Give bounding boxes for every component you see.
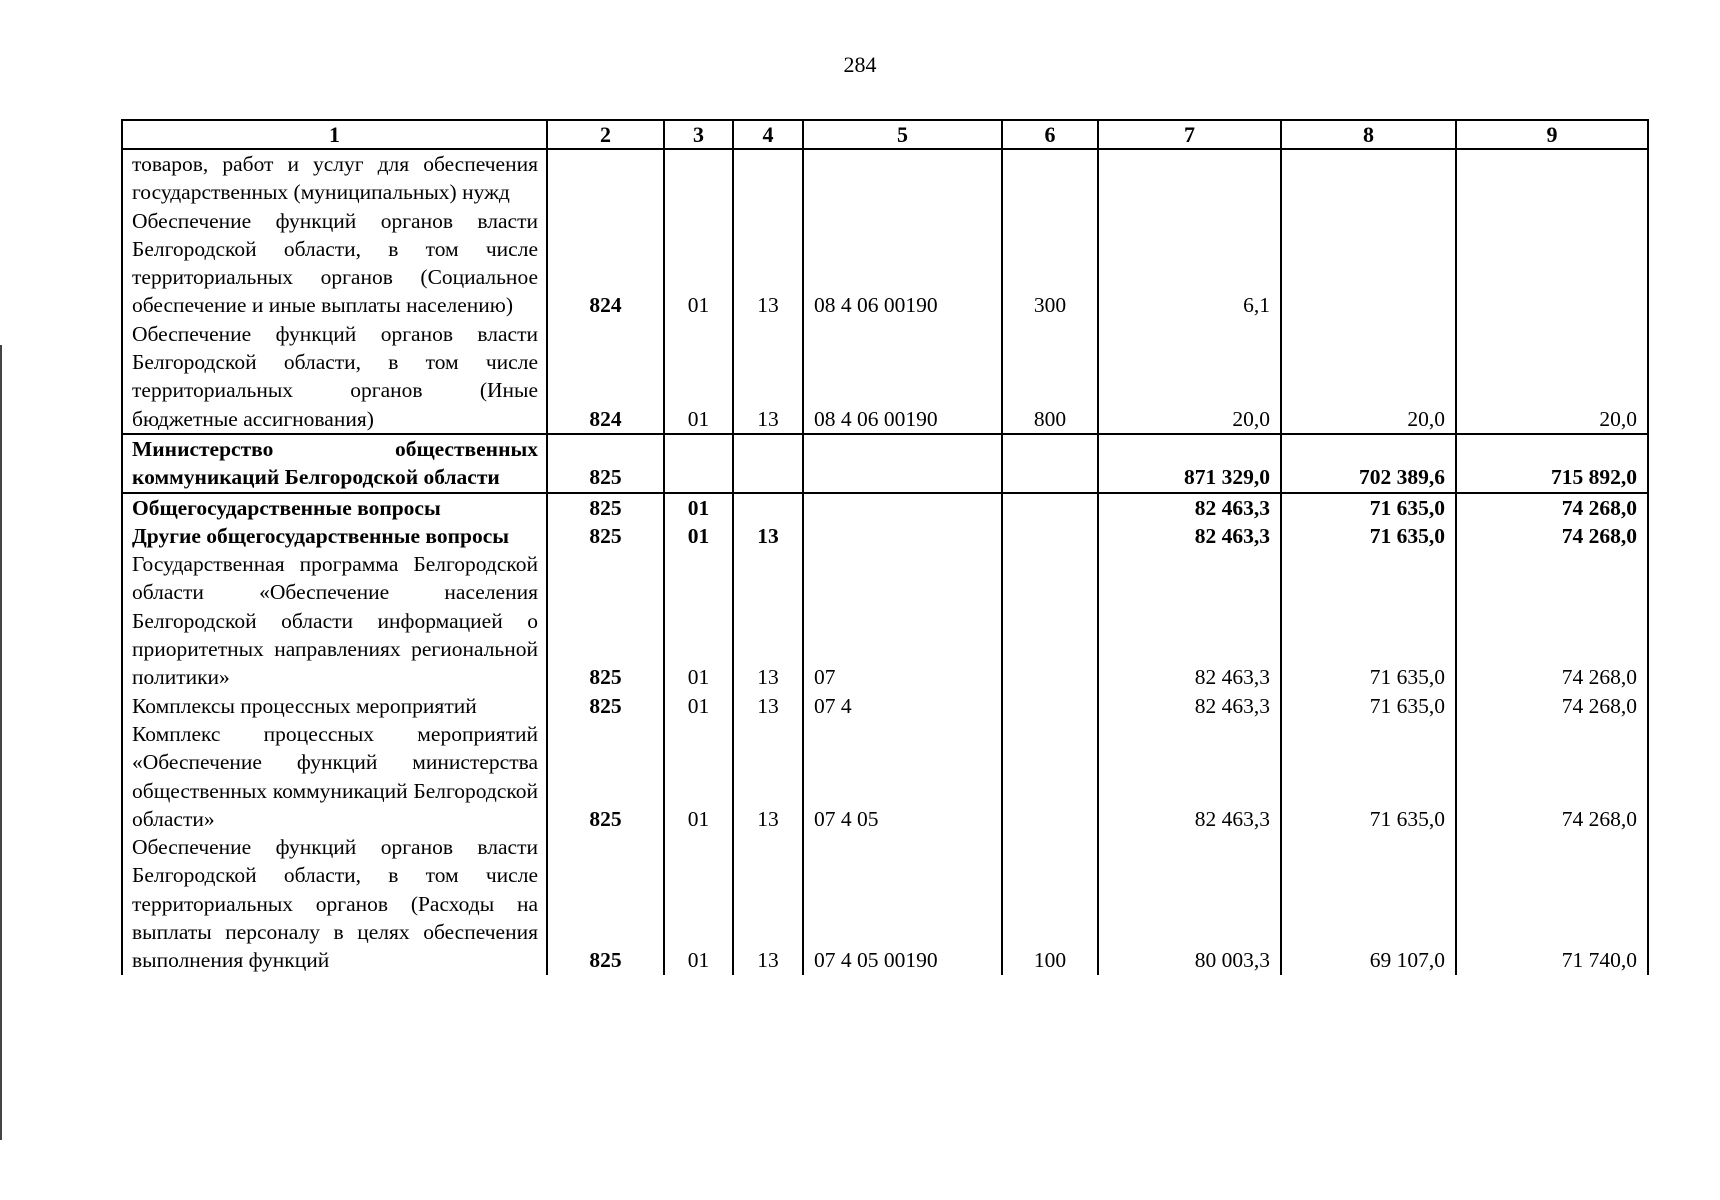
target-article-code: 07 4 05: [803, 720, 1002, 833]
amount-col-7: 80 003,3: [1098, 833, 1281, 974]
ministry-code: [547, 149, 664, 207]
subsection-code: [733, 149, 803, 207]
target-article-code: 07: [803, 550, 1002, 691]
amount-col-8: 71 635,0: [1281, 522, 1456, 550]
expense-type-code: [1002, 149, 1098, 207]
table-row: [122, 207, 1648, 320]
expense-type-code: [1002, 720, 1098, 833]
ministry-code: 824: [547, 207, 664, 320]
row-name: Общегосударственные вопросы: [122, 493, 547, 522]
ministry-code: 825: [547, 522, 664, 550]
target-article-code: [803, 493, 1002, 522]
target-article-code: [803, 522, 1002, 550]
ministry-code: 825: [547, 493, 664, 522]
amount-col-7: 871 329,0: [1098, 434, 1281, 493]
target-article-code: [803, 149, 1002, 207]
amount-col-9: 74 268,0: [1456, 720, 1648, 833]
ministry-code: 825: [547, 833, 664, 974]
target-article-code: 08 4 06 00190: [803, 320, 1002, 434]
column-header-4: 4: [733, 120, 803, 149]
amount-col-8: 20,0: [1281, 320, 1456, 434]
row-name: Государственная программа Белгородской области «Обеспечение населения Белгородской области информацией о приоритетных направлениях региональной политики»: [122, 550, 547, 691]
subsection-code: 13: [733, 522, 803, 550]
ministry-code: 824: [547, 320, 664, 434]
expense-type-code: [1002, 550, 1098, 691]
amount-col-8: 71 635,0: [1281, 550, 1456, 691]
section-code: [664, 434, 733, 493]
section-code: 01: [664, 522, 733, 550]
amount-col-9: 715 892,0: [1456, 434, 1648, 493]
target-article-code: 07 4: [803, 692, 1002, 720]
amount-col-7: 82 463,3: [1098, 692, 1281, 720]
expense-type-code: 800: [1002, 320, 1098, 434]
expense-type-code: [1002, 522, 1098, 550]
target-article-code: [803, 434, 1002, 493]
expense-type-code: 100: [1002, 833, 1098, 974]
amount-col-9: 71 740,0: [1456, 833, 1648, 974]
amount-col-9: 74 268,0: [1456, 493, 1648, 522]
row-name: товаров, работ и услуг для обеспечения государственных (муниципальных) нужд: [122, 149, 547, 207]
subsection-code: 13: [733, 550, 803, 691]
row-name: Обеспечение функций органов власти Белгородской области, в том числе территориальных органов (Социальное обеспечение и иные выплаты населению): [122, 207, 547, 320]
ministry-code: 825: [547, 720, 664, 833]
scan-edge-line: [0, 345, 2, 1140]
row-name: Комплекс процессных мероприятий «Обеспечение функций министерства общественных коммуникаций Белгородской области»: [122, 720, 547, 833]
subsection-code: 13: [733, 692, 803, 720]
table-row: [122, 434, 1648, 493]
section-code: 01: [664, 207, 733, 320]
column-header-5: 5: [803, 120, 1002, 149]
column-header-9: 9: [1456, 120, 1648, 149]
amount-col-8: 71 635,0: [1281, 493, 1456, 522]
budget-table: [121, 119, 1649, 975]
amount-col-8: 71 635,0: [1281, 720, 1456, 833]
column-header-1: 1: [122, 120, 547, 149]
amount-col-9: 74 268,0: [1456, 692, 1648, 720]
row-name: Обеспечение функций органов власти Белгородской области, в том числе территориальных органов (Расходы на выплаты персоналу в целях обеспечения выполнения функций: [122, 833, 547, 974]
section-code: 01: [664, 833, 733, 974]
page-number: 284: [843, 52, 877, 77]
table-row: [122, 149, 1648, 207]
subsection-code: 13: [733, 833, 803, 974]
expense-type-code: [1002, 692, 1098, 720]
table-row: [122, 692, 1648, 720]
row-name: Комплексы процессных мероприятий: [122, 692, 547, 720]
table-row: [122, 320, 1648, 434]
amount-col-8: 702 389,6: [1281, 434, 1456, 493]
section-code: 01: [664, 320, 733, 434]
section-code: [664, 149, 733, 207]
table-row: [122, 833, 1648, 974]
amount-col-8: 71 635,0: [1281, 692, 1456, 720]
section-code: 01: [664, 493, 733, 522]
header-row: [122, 120, 1648, 149]
section-code: 01: [664, 720, 733, 833]
expense-type-code: 300: [1002, 207, 1098, 320]
subsection-code: 13: [733, 720, 803, 833]
amount-col-7: [1098, 149, 1281, 207]
column-header-7: 7: [1098, 120, 1281, 149]
amount-col-9: 20,0: [1456, 320, 1648, 434]
subsection-code: 13: [733, 207, 803, 320]
column-header-6: 6: [1002, 120, 1098, 149]
expense-type-code: [1002, 493, 1098, 522]
row-name: Обеспечение функций органов власти Белгородской области, в том числе территориальных органов (Иные бюджетные ассигнования): [122, 320, 547, 434]
section-code: 01: [664, 550, 733, 691]
amount-col-7: 20,0: [1098, 320, 1281, 434]
table-row: [122, 550, 1648, 691]
subsection-code: [733, 493, 803, 522]
row-name: Министерство общественных коммуникаций Белгородской области: [122, 434, 547, 493]
amount-col-9: 74 268,0: [1456, 522, 1648, 550]
column-header-8: 8: [1281, 120, 1456, 149]
table-row: [122, 493, 1648, 522]
ministry-code: 825: [547, 434, 664, 493]
table-row: [122, 720, 1648, 833]
amount-col-9: 74 268,0: [1456, 550, 1648, 691]
amount-col-9: [1456, 149, 1648, 207]
subsection-code: 13: [733, 320, 803, 434]
amount-col-8: [1281, 207, 1456, 320]
ministry-code: 825: [547, 692, 664, 720]
column-header-3: 3: [664, 120, 733, 149]
amount-col-7: 82 463,3: [1098, 522, 1281, 550]
amount-col-8: [1281, 149, 1456, 207]
table-row: [122, 522, 1648, 550]
target-article-code: 08 4 06 00190: [803, 207, 1002, 320]
amount-col-7: 82 463,3: [1098, 550, 1281, 691]
row-name: Другие общегосударственные вопросы: [122, 522, 547, 550]
amount-col-8: 69 107,0: [1281, 833, 1456, 974]
subsection-code: [733, 434, 803, 493]
section-code: 01: [664, 692, 733, 720]
column-header-2: 2: [547, 120, 664, 149]
ministry-code: 825: [547, 550, 664, 691]
amount-col-9: [1456, 207, 1648, 320]
amount-col-7: 82 463,3: [1098, 493, 1281, 522]
target-article-code: 07 4 05 00190: [803, 833, 1002, 974]
amount-col-7: 6,1: [1098, 207, 1281, 320]
amount-col-7: 82 463,3: [1098, 720, 1281, 833]
expense-type-code: [1002, 434, 1098, 493]
